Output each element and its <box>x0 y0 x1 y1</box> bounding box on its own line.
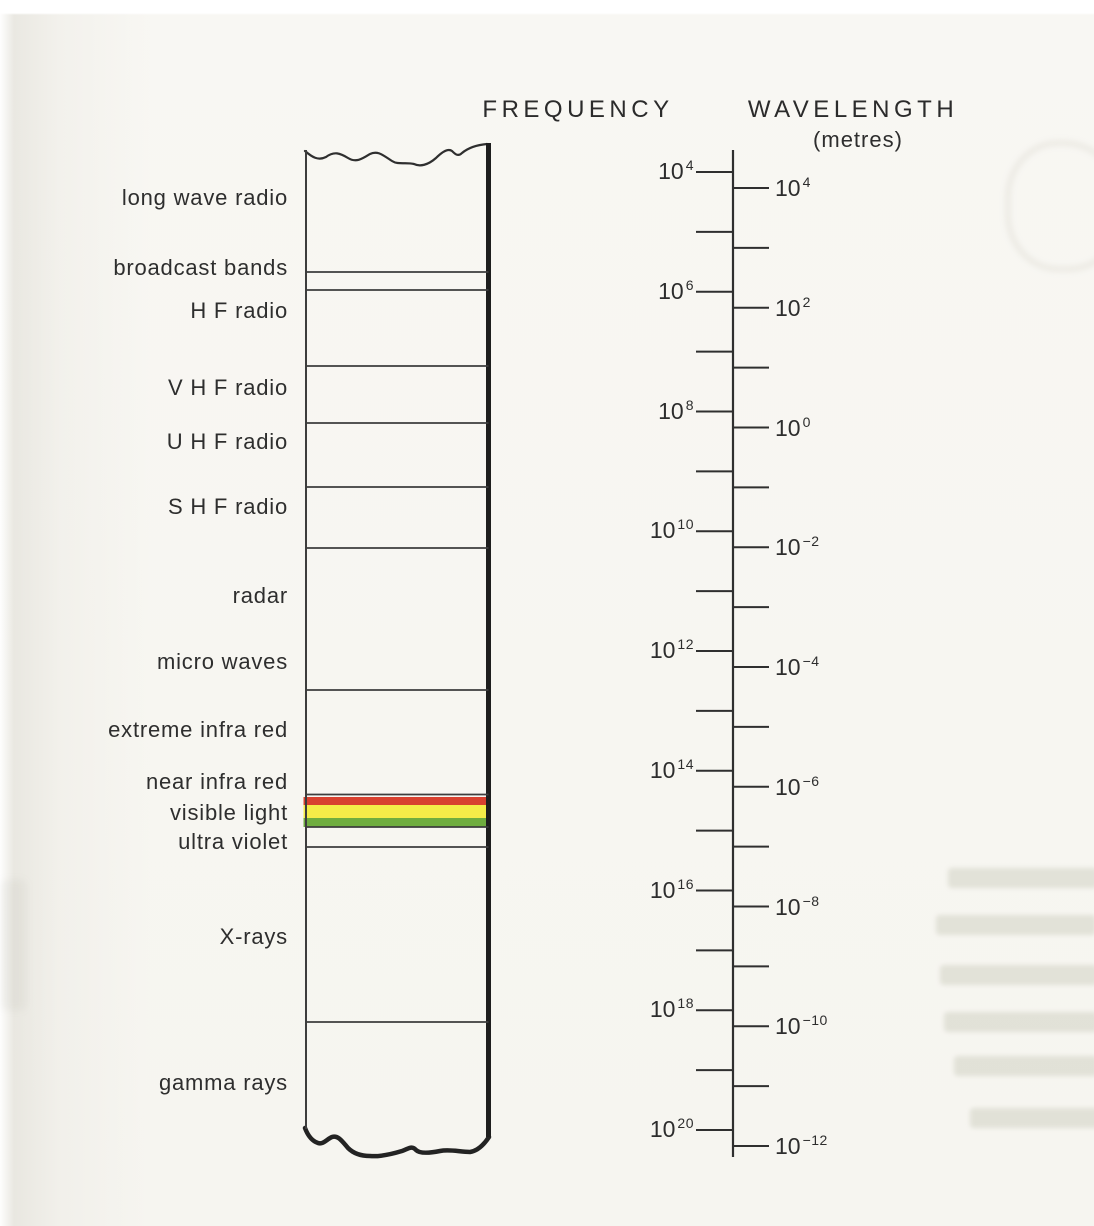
wavelength-scale-value <box>775 892 818 922</box>
frequency-scale-value <box>650 755 692 785</box>
band-label-long-wave-radio: long wave radio <box>121 185 288 210</box>
power-base: 10 <box>775 534 801 561</box>
column-torn-bottom-edge <box>305 1128 489 1156</box>
page-showthrough-swirl <box>1005 140 1094 272</box>
power-base: 10 <box>649 876 676 903</box>
power-base: 10 <box>775 654 801 680</box>
power-exponent: −6 <box>802 772 820 789</box>
wavelength-scale-value <box>775 293 809 323</box>
power-exponent: 8 <box>685 396 694 413</box>
band-label-extreme-infra-red: extreme infra red <box>108 717 288 742</box>
frequency-scale-value <box>650 875 692 905</box>
wavelength-scale-value <box>775 652 818 682</box>
power-base: 10 <box>658 277 684 304</box>
wavelength-scale-value <box>775 1011 826 1041</box>
wavelength-column-title: WAVELENGTH <box>747 96 959 123</box>
power-base: 10 <box>775 893 801 920</box>
power-base: 10 <box>649 996 676 1023</box>
power-base: 10 <box>775 414 801 441</box>
power-exponent: 14 <box>677 755 694 772</box>
wavelength-scale-value <box>775 1131 826 1161</box>
power-exponent: 6 <box>685 276 694 293</box>
band-label-gamma-rays: gamma rays <box>158 1070 288 1095</box>
band-label-ultra-violet: ultra violet <box>178 829 288 854</box>
wavelength-scale-value <box>775 173 809 203</box>
frequency-scale-value <box>650 994 692 1024</box>
print-showthrough-left <box>0 880 26 1010</box>
frequency-scale-value <box>650 635 692 665</box>
band-label-U-H-F-radio: U H F radio <box>166 429 288 454</box>
wavelength-scale-value <box>775 413 809 443</box>
power-exponent: 4 <box>685 157 694 173</box>
power-base: 10 <box>649 756 676 783</box>
power-exponent: −8 <box>802 892 820 909</box>
visible-light-stripe-red <box>304 797 490 805</box>
band-label-S-H-F-radio: S H F radio <box>167 494 288 519</box>
frequency-scale-value <box>650 1114 692 1144</box>
power-base: 10 <box>658 158 684 184</box>
band-label-near-infra-red: near infra red <box>145 769 288 794</box>
frequency-scale-value <box>658 396 692 426</box>
band-label-H-F-radio: H F radio <box>190 298 288 323</box>
band-label-radar: radar <box>232 583 288 608</box>
power-exponent: 18 <box>677 995 694 1012</box>
power-exponent: −4 <box>802 653 820 669</box>
power-exponent: −10 <box>802 1012 828 1029</box>
band-label-X-rays: X-rays <box>219 924 288 949</box>
power-base: 10 <box>775 294 801 321</box>
power-base: 10 <box>649 517 676 544</box>
power-exponent: 16 <box>677 875 694 892</box>
frequency-column-title: FREQUENCY <box>482 96 674 123</box>
power-base: 10 <box>775 773 801 800</box>
power-base: 10 <box>775 1013 801 1040</box>
power-exponent: −2 <box>802 533 820 550</box>
band-label-visible-light: visible light <box>169 800 288 825</box>
power-base: 10 <box>775 1133 801 1159</box>
wavelength-scale-value <box>775 772 818 802</box>
band-label-V-H-F-radio: V H F radio <box>167 375 288 400</box>
power-base: 10 <box>658 397 684 424</box>
power-exponent: 0 <box>802 413 811 430</box>
power-exponent: 2 <box>802 293 811 310</box>
wavelength-unit-label: (metres) <box>813 127 903 152</box>
power-exponent: −12 <box>802 1132 828 1148</box>
band-label-micro-waves: micro waves <box>156 649 288 674</box>
frequency-scale-value <box>658 276 692 306</box>
band-label-broadcast-bands: broadcast bands <box>113 255 288 280</box>
power-exponent: 20 <box>677 1115 694 1131</box>
power-exponent: 4 <box>802 174 811 190</box>
power-base: 10 <box>649 637 676 663</box>
frequency-scale-value <box>650 515 692 545</box>
column-torn-top-edge <box>305 144 487 165</box>
power-exponent: 12 <box>677 636 694 652</box>
visible-light-stripe-yellow <box>304 805 490 818</box>
visible-light-stripe-green <box>304 818 490 827</box>
power-base: 10 <box>775 175 801 201</box>
wavelength-scale-value <box>775 532 818 562</box>
frequency-scale-value <box>658 156 692 186</box>
power-base: 10 <box>649 1116 676 1142</box>
power-exponent: 10 <box>677 516 694 533</box>
